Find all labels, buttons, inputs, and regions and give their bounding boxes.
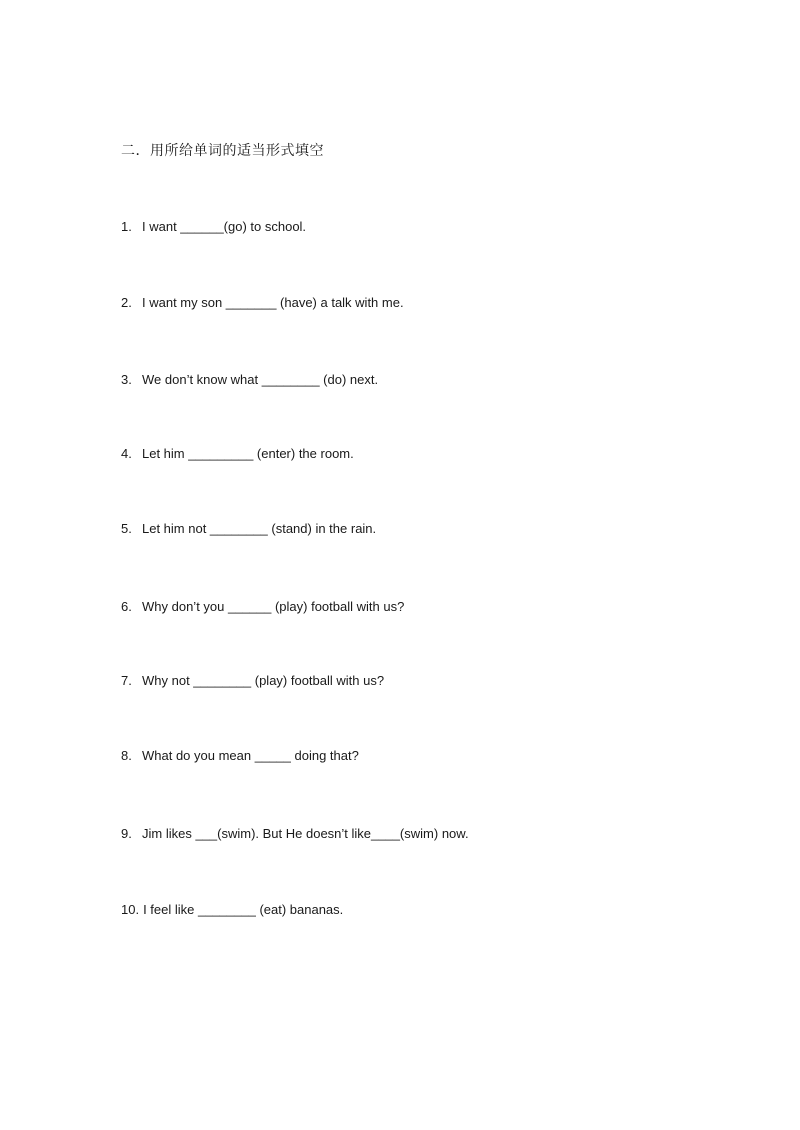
exercise-item-1: [121, 218, 306, 236]
item-number: 4.: [121, 446, 132, 461]
item-text: Jim likes ___(swim). But He doesn’t like____(swim) now.: [142, 826, 469, 841]
exercise-item-8: [121, 747, 359, 765]
exercise-item-6: [121, 598, 404, 616]
item-number: 5.: [121, 521, 132, 536]
exercise-item-3: [121, 371, 378, 389]
exercise-item-2: [121, 294, 404, 312]
item-number: 7.: [121, 673, 132, 688]
exercise-item-5: [121, 520, 376, 538]
item-number: 3.: [121, 372, 132, 387]
exercise-item-7: [121, 672, 384, 690]
item-number: 6.: [121, 599, 132, 614]
item-text: What do you mean _____ doing that?: [142, 748, 359, 763]
item-text: I feel like ________ (eat) bananas.: [143, 902, 344, 917]
item-number: 2.: [121, 295, 132, 310]
section-heading: 二．用所给单词的适当形式填空: [121, 143, 324, 159]
exercise-item-9: [121, 825, 469, 843]
item-text: Why not ________ (play) football with us?: [142, 673, 385, 688]
item-number: 9.: [121, 826, 132, 841]
item-number: 8.: [121, 748, 132, 763]
item-number: 10.: [121, 902, 140, 917]
item-number: 1.: [121, 219, 132, 234]
item-text: Let him _________ (enter) the room.: [142, 446, 354, 461]
exercise-item-4: [121, 445, 354, 463]
item-text: We don’t know what ________ (do) next.: [142, 372, 379, 387]
exercise-item-10: [121, 901, 343, 919]
item-text: Why don’t you ______ (play) football with us?: [142, 599, 405, 614]
item-text: Let him not ________ (stand) in the rain.: [142, 521, 377, 536]
item-text: I want my son _______ (have) a talk with me.: [142, 295, 404, 310]
item-text: I want ______(go) to school.: [142, 219, 307, 234]
